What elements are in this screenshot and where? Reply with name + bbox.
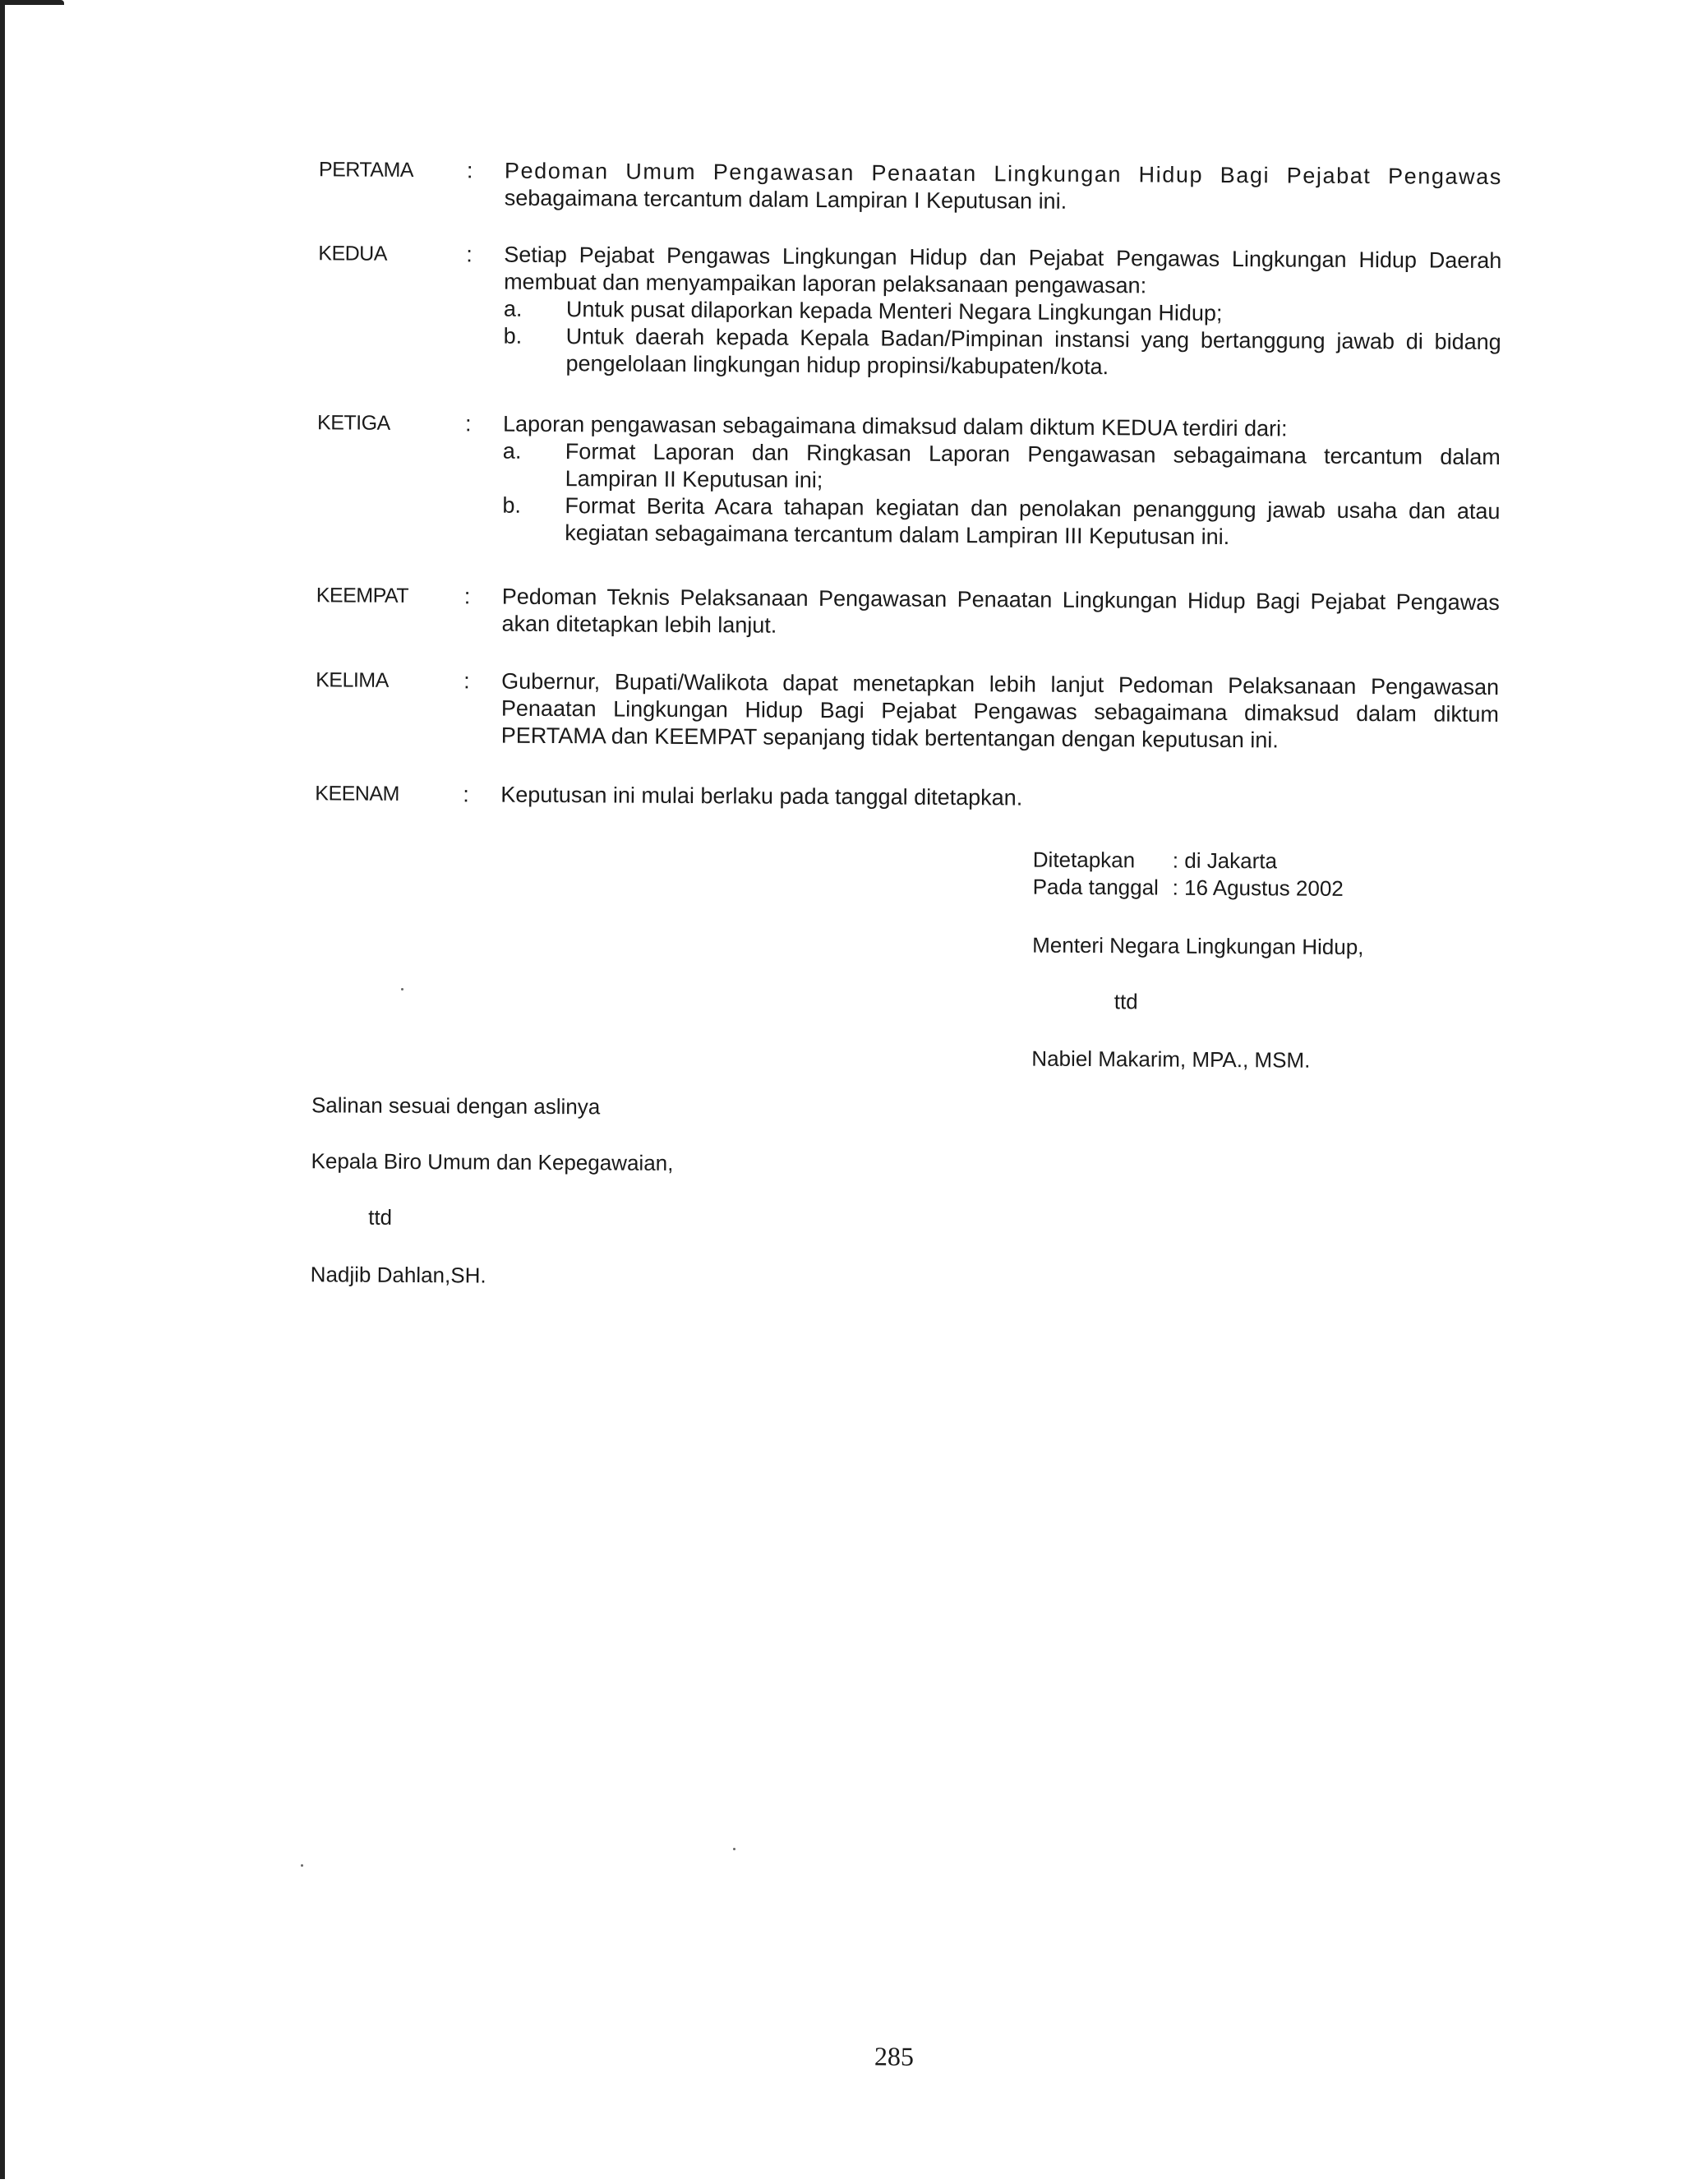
item-line: pengelolaan lingkungan hidup propinsi/kabupaten/kota.: [565, 351, 1109, 380]
item-marker: b.: [503, 323, 523, 349]
signature-office: Menteri Negara Lingkungan Hidup,: [1032, 932, 1364, 960]
diktum-body: [501, 668, 1500, 755]
diktum-body: [500, 782, 1498, 815]
signature-date-label: Pada tanggal: [1032, 874, 1159, 900]
copy-certification-office: Kepala Biro Umum dan Kepegawaian,: [311, 1148, 674, 1175]
diktum-item: [503, 438, 1501, 498]
item-line: kegiatan sebagaimana tercantum dalam Lampiran III Keputusan ini.: [565, 520, 1230, 550]
diktum-item: [502, 492, 1500, 552]
item-line: Untuk daerah kepada Kepala Badan/Pimpinan instansi yang bertanggung jawab di bidang: [565, 324, 1501, 355]
diktum-line: akan ditetapkan lebih lanjut.: [501, 611, 777, 638]
diktum-body: [503, 242, 1501, 383]
diktum-ketiga: [316, 409, 1501, 552]
diktum-colon: :: [463, 668, 470, 694]
signature-place-value: : di Jakarta: [1172, 847, 1278, 874]
signature-place-row: [1033, 847, 1344, 875]
diktum-label: KETIGA: [316, 411, 390, 435]
diktum-line: sebagaimana tercantum dalam Lampiran I Keputusan ini.: [504, 185, 1067, 214]
item-marker: a.: [502, 438, 522, 464]
diktum-kedua: [317, 240, 1501, 383]
item-marker: a.: [503, 296, 523, 321]
item-line: Format Berita Acara tahapan kegiatan dan penolakan penanggung jawab usaha dan atau: [565, 493, 1501, 524]
signature-block: [1033, 847, 1344, 903]
diktum-kelima: [316, 667, 1500, 755]
diktum-line: Laporan pengawasan sebagaimana dimaksud dalam diktum KEDUA terdiri dari:: [502, 411, 1288, 441]
diktum-line: Gubernur, Bupati/Walikota dapat menetapkan lebih lanjut Pedoman Pelaksanaan Pengawasan: [501, 668, 1500, 700]
scan-speck: [401, 988, 403, 990]
diktum-label: KEDUA: [318, 242, 388, 265]
page-number: 285: [874, 2041, 915, 2071]
signature-place-label: Ditetapkan: [1032, 847, 1136, 873]
scan-speck: [301, 1864, 303, 1867]
signature-date-row: [1033, 874, 1344, 903]
diktum-label: KEEMPAT: [316, 584, 409, 607]
diktum-keempat: [316, 582, 1499, 644]
diktum-pertama: [319, 156, 1502, 218]
diktum-line: Setiap Pejabat Pengawas Lingkungan Hidup dan Pejabat Pengawas Lingkungan Hidup Daerah: [504, 242, 1502, 274]
item-marker: b.: [502, 492, 522, 518]
diktum-keenam: [315, 780, 1498, 815]
diktum-body: [505, 158, 1502, 218]
diktum-colon: :: [463, 584, 471, 609]
diktum-colon: :: [463, 782, 469, 807]
item-line: Lampiran II Keputusan ini;: [565, 466, 823, 493]
diktum-line: Pedoman Teknis Pelaksanaan Pengawasan Penaatan Lingkungan Hidup Bagi Pejabat Pengawas: [501, 584, 1500, 616]
diktum-line: Pedoman Umum Pengawasan Penaatan Lingkungan Hidup Bagi Pejabat Pengawas: [504, 158, 1503, 190]
diktum-label: KEENAM: [315, 782, 399, 806]
diktum-body: [501, 584, 1499, 644]
diktum-colon: :: [464, 411, 472, 436]
item-line: Untuk pusat dilaporkan kepada Menteri Negara Lingkungan Hidup;: [565, 297, 1223, 326]
diktum-line: membuat dan menyampaikan laporan pelaksanaan pengawasan:: [504, 269, 1147, 298]
diktum-colon: :: [466, 242, 473, 267]
diktum-line: PERTAMA dan KEEMPAT sepanjang tidak bertentangan dengan keputusan ini.: [500, 723, 1279, 753]
item-line: Format Laporan dan Ringkasan Laporan Pengawasan sebagaimana tercantum dalam: [565, 439, 1501, 470]
scan-speck: [733, 1848, 735, 1850]
copy-certification-ttd: ttd: [368, 1204, 393, 1230]
diktum-body: [502, 411, 1501, 552]
diktum-colon: :: [466, 158, 473, 183]
copy-certification-name: Nadjib Dahlan,SH.: [310, 1262, 486, 1288]
signature-name: Nabiel Makarim, MPA., MSM.: [1031, 1046, 1311, 1073]
diktum-line: Keputusan ini mulai berlaku pada tanggal ditetapkan.: [500, 782, 1023, 810]
diktum-label: KELIMA: [316, 668, 389, 692]
diktum-item: [503, 323, 1501, 383]
copy-certification-line: Salinan sesuai dengan aslinya: [311, 1092, 601, 1120]
diktum-label: PERTAMA: [318, 158, 414, 182]
diktum-line: Penaatan Lingkungan Hidup Bagi Pejabat Pengawas sebagaimana dimaksud dalam diktum: [500, 695, 1500, 727]
signature-date-value: : 16 Agustus 2002: [1172, 875, 1344, 901]
signature-ttd: ttd: [1114, 989, 1138, 1014]
